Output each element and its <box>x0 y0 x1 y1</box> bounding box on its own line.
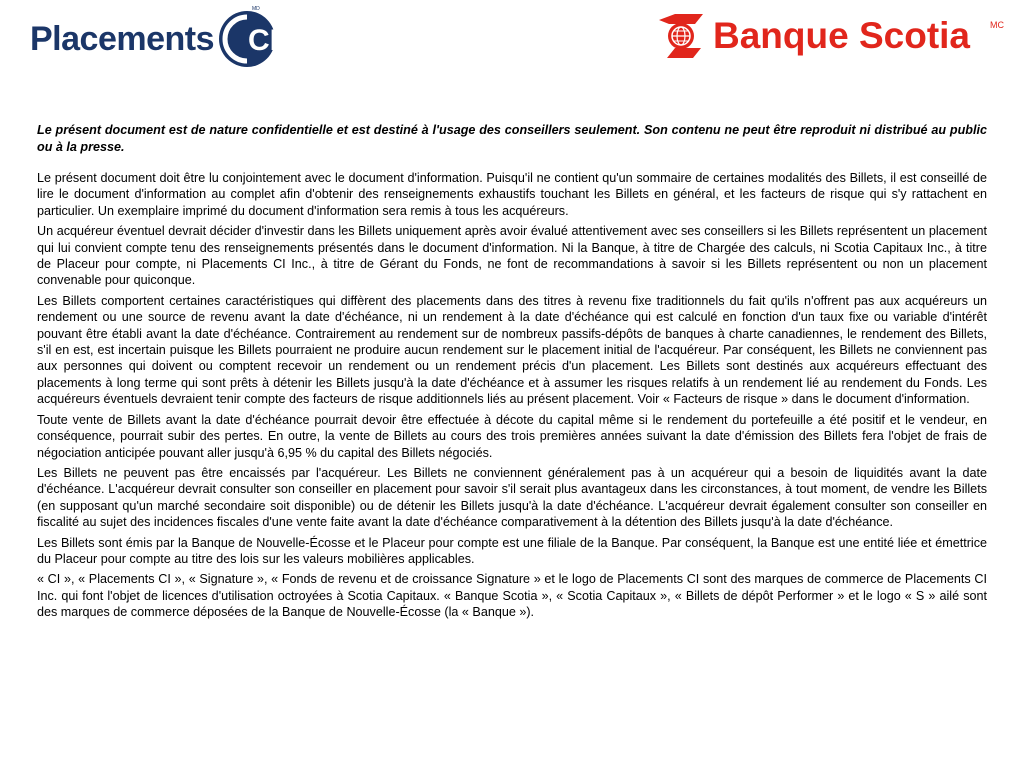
paragraph-suitability: Un acquéreur éventuel devrait décider d'investir dans les Billets uniquement après avoir évalué attentivement avec ses conseillers si les Billets représentent un placement qui lui convient compte tenu des renseignements présentés dans le document d'information. Ni la Banque, à titre de Chargée des calculs, ni Scotia Capitaux Inc., à titre de Placeur pour compte, ni Placements CI Inc., à titre de Gérant du Fonds, ne font de recommandations à savoir si les Billets représentent ou non un placement convenable pour quiconque. <box>37 224 987 288</box>
placements-ci-logo <box>30 8 278 70</box>
scotia-flying-s-globe-icon <box>655 10 707 62</box>
paragraph-liquidity: Les Billets ne peuvent pas être encaissés par l'acquéreur. Les Billets ne conviennent généralement pas à un acquéreur qui a besoin de liquidités avant la date d'échéance. L'acquéreur devrait consulter son conseiller en placement pour savoir s'il serait plus avantageux dans les circonstances, à tout moment, de vendre les Billets (en supposant qu'un marché secondaire soit disponible) ou de détenir les Billets jusqu'à la date d'échéance. L'acquéreur devrait également consulter son conseiller en fiscalité au sujet des incidences fiscales d'une vente faite avant la date d'échéance comparativement à la détention des Billets jusqu'à la date d'échéance. <box>37 465 987 530</box>
ci-mark-text: CI <box>248 24 278 57</box>
placements-ci-wordmark: Placements <box>30 19 214 58</box>
banque-scotia-registered-mark: MC <box>990 20 1004 30</box>
paragraph-trademarks: « CI », « Placements CI », « Signature », « Fonds de revenu et de croissance Signature » et le logo de Placements CI sont des marques de commerce de Placements CI Inc. qui font l'objet de licences d'utilisation octroyées à Scotia Capitaux. « Banque Scotia », « Scotia Capitaux », « Billets de dépôt Performer » et le logo « S » ailé sont des marques de commerce déposées de la Banque de Nouvelle-Écosse (la « Banque »). <box>37 572 987 620</box>
paragraph-reading-instructions: Le présent document doit être lu conjointement avec le document d'information. Puisqu'il ne contient qu'un sommaire de certaines modalités des Billets, il est conseillé de lire le document d'information au complet afin d'obtenir des renseignements exhaustifs touchant les Billets en général, et les facteurs de risque qui s'y rattachent en particulier. Un exemplaire imprimé du document d'information sera remis à tous les acquéreurs. <box>37 171 987 218</box>
banque-scotia-logo <box>655 8 970 64</box>
placements-ci-registered-mark: MD <box>252 6 260 12</box>
paragraph-issuer: Les Billets sont émis par la Banque de Nouvelle-Écosse et le Placeur pour compte est une filiale de la Banque. Par conséquent, la Banque est une entité liée et émettrice du Placeur pour compte au titre des lois sur les valeurs mobilières applicables. <box>37 535 987 566</box>
paragraph-characteristics: Les Billets comportent certaines caractéristiques qui diffèrent des placements dans des titres à revenu fixe traditionnels du fait qu'ils n'offrent pas aux acquéreurs un rendement ou une source de revenu avant la date d'échéance, ni un rendement à la date d'échéance qui est calculé en fonction d'un taux fixe ou variable d'intérêt pouvant être établi avant la date d'échéance. Contrairement au rendement sur de nombreux passifs-dépôts de banques à charte canadiennes, le rendement des Billets, s'il en est, est incertain puisque les Billets pourraient ne produire aucun rendement sur le placement initial de l'acquéreur. Par conséquent, les Billets ne conviennent pas aux personnes qui doivent ou comptent recevoir un rendement ou un rendement précis d'un placement. Les Billets sont destinés aux acquéreurs effectuant des placements à long terme qui sont prêts à détenir les Billets jusqu'à la date d'échéance et à assumer les risques relatifs à un rendement lié au rendement du Fonds. Les acquéreurs éventuels devraient tenir compte des facteurs de risque additionnels liés au présent placement. Voir « Facteurs de risque » dans le document d'information. <box>37 293 987 407</box>
banque-scotia-wordmark: Banque Scotia <box>713 15 970 56</box>
disclaimer-document <box>37 122 987 625</box>
confidentiality-notice: Le présent document est de nature confidentielle et est destiné à l'usage des conseillers seulement. Son contenu ne peut être reproduit ni distribué au public ou à la presse. <box>37 123 987 154</box>
paragraph-early-sale: Toute vente de Billets avant la date d'échéance pourrait devoir être effectuée à décote du capital même si le rendement du portefeuille a été positif et le vendeur, en conséquence, pourrait subir des pertes. En outre, la vente de Billets au cours des trois premières années suivant la date d'émission des Billets fera l'objet de frais de négociation anticipée pouvant aller jusqu'à 6,95 % du capital des Billets négociés. <box>37 412 987 460</box>
ci-circle-icon <box>216 8 278 70</box>
